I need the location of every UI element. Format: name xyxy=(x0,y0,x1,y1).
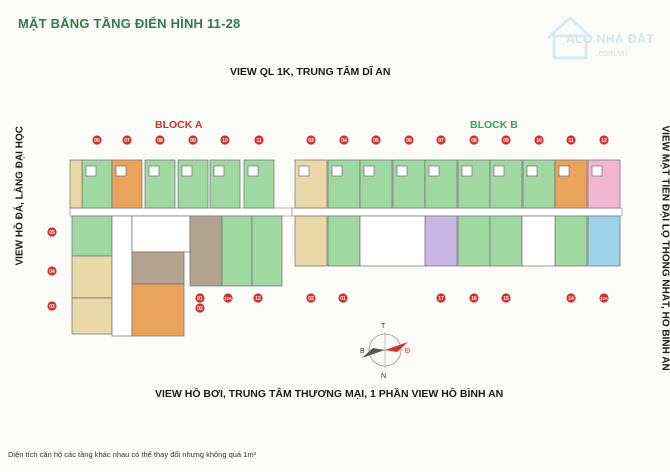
svg-text:12A: 12A xyxy=(600,296,608,302)
svg-text:12A: 12A xyxy=(224,296,232,302)
unit-number-badge xyxy=(371,135,380,144)
room-wc xyxy=(462,166,472,176)
unit-b-bottom-17 xyxy=(425,216,457,266)
unit-number-badge xyxy=(436,293,445,302)
unit-a-left-03 xyxy=(72,298,112,334)
svg-text:15: 15 xyxy=(503,296,509,303)
unit-a-bottom-12A xyxy=(222,216,252,286)
view-label-right: VIEW MẶT TIỀN ĐẠI LỘ THỐNG NHẤT, HỒ BÌNH AN xyxy=(659,125,670,371)
unit-number-badge xyxy=(501,293,510,302)
unit-b-bottom-15 xyxy=(490,216,522,266)
room-wc xyxy=(494,166,504,176)
unit-a-bottom-12 xyxy=(252,216,282,286)
room-wc xyxy=(429,166,439,176)
block-a-lobby xyxy=(132,216,190,252)
compass-west: B xyxy=(360,348,365,355)
svg-text:05: 05 xyxy=(373,138,379,145)
unit-a-left-04 xyxy=(72,256,112,298)
svg-text:03: 03 xyxy=(49,304,55,311)
unit-number-badge xyxy=(195,293,204,302)
watermark-brand: ALO NHÀ ĐẤT xyxy=(566,32,655,46)
block-b-label: BLOCK B xyxy=(470,119,518,131)
unit-a-bottom-01 xyxy=(190,216,222,286)
unit-b-bottom-02 xyxy=(295,216,327,266)
unit-number-badge xyxy=(188,135,197,144)
watermark-domain: .com.vn xyxy=(596,48,628,58)
unit-number-badge xyxy=(47,266,56,275)
block-a-label: BLOCK A xyxy=(155,119,203,131)
svg-text:06: 06 xyxy=(94,138,100,145)
room-wc xyxy=(592,166,602,176)
compass xyxy=(360,323,410,380)
compass-east: Đ xyxy=(405,348,411,355)
unit-number-badge xyxy=(534,135,543,144)
unit-number-badge xyxy=(404,135,413,144)
unit-a-02-upper xyxy=(132,252,184,284)
unit-b-bottom-12A xyxy=(588,216,620,266)
unit-number-badge xyxy=(155,135,164,144)
svg-text:03: 03 xyxy=(308,138,314,145)
unit-number-badge xyxy=(599,135,608,144)
view-label-left: VIEW HỒ ĐÁ, LÀNG ĐẠI HỌC xyxy=(14,126,26,266)
view-label-bottom: VIEW HỒ BƠI, TRUNG TÂM THƯƠNG MẠI, 1 PHẦN VIEW HỒ BÌNH AN xyxy=(155,388,504,400)
room-wc xyxy=(397,166,407,176)
svg-text:07: 07 xyxy=(124,138,130,145)
unit-number-badge xyxy=(220,135,229,144)
room-wc xyxy=(299,166,309,176)
block-a-core xyxy=(112,216,132,336)
svg-text:09: 09 xyxy=(503,138,509,145)
room-wc xyxy=(149,166,159,176)
svg-text:10: 10 xyxy=(536,138,542,145)
unit-a-corner xyxy=(70,160,82,208)
view-label-top: VIEW QL 1K, TRUNG TÂM DĨ AN xyxy=(230,66,391,78)
svg-text:14: 14 xyxy=(568,296,574,303)
svg-text:08: 08 xyxy=(471,138,477,145)
room-wc xyxy=(214,166,224,176)
unit-number-badge xyxy=(566,293,575,302)
room-wc xyxy=(332,166,342,176)
svg-text:06: 06 xyxy=(406,138,412,145)
unit-number-badge xyxy=(339,135,348,144)
block-b-core-2 xyxy=(522,216,555,266)
unit-number-badge xyxy=(306,293,315,302)
room-wc xyxy=(364,166,374,176)
unit-number-badge xyxy=(92,135,101,144)
unit-b-bottom-01 xyxy=(328,216,360,266)
block-a-corridor xyxy=(70,208,292,216)
svg-text:02: 02 xyxy=(308,296,314,303)
unit-number-badge xyxy=(254,135,263,144)
unit-number-badge xyxy=(47,301,56,310)
unit-number-badge xyxy=(306,135,315,144)
svg-text:01: 01 xyxy=(340,296,346,303)
compass-north: T xyxy=(381,323,386,330)
svg-text:11: 11 xyxy=(568,138,574,145)
unit-number-badge xyxy=(223,293,232,302)
unit-a-left-05 xyxy=(72,216,112,256)
unit-number-badge xyxy=(253,293,262,302)
footnote: Diện tích căn hộ các tầng khác nhau có thể thay đổi nhưng không quá 1m² xyxy=(8,450,257,459)
compass-south: N xyxy=(381,373,387,380)
unit-number-badge xyxy=(469,293,478,302)
room-wc xyxy=(86,166,96,176)
unit-number-badge xyxy=(338,293,347,302)
unit-a-02 xyxy=(132,284,184,336)
unit-number-badge xyxy=(436,135,445,144)
unit-number-badge xyxy=(195,303,204,312)
svg-text:09: 09 xyxy=(190,138,196,145)
room-wc xyxy=(527,166,537,176)
svg-text:08: 08 xyxy=(157,138,163,145)
svg-text:05: 05 xyxy=(49,230,55,237)
svg-text:16: 16 xyxy=(471,296,477,303)
room-wc xyxy=(116,166,126,176)
svg-text:01: 01 xyxy=(197,296,203,303)
room-wc xyxy=(248,166,258,176)
unit-number-badge xyxy=(501,135,510,144)
unit-b-bottom-16 xyxy=(458,216,490,266)
unit-number-badge xyxy=(599,293,608,302)
room-wc xyxy=(559,166,569,176)
svg-text:02: 02 xyxy=(197,306,203,313)
unit-number-badge xyxy=(47,227,56,236)
svg-text:12: 12 xyxy=(255,296,261,303)
room-wc xyxy=(182,166,192,176)
block-b-core-1 xyxy=(360,216,425,266)
svg-text:04: 04 xyxy=(49,269,55,276)
unit-number-badge xyxy=(469,135,478,144)
svg-text:17: 17 xyxy=(438,296,444,303)
svg-text:07: 07 xyxy=(438,138,444,145)
svg-text:12: 12 xyxy=(601,138,607,145)
svg-text:11: 11 xyxy=(256,138,262,145)
svg-text:04: 04 xyxy=(341,138,347,145)
block-b-corridor xyxy=(292,208,622,216)
svg-text:10: 10 xyxy=(222,138,228,145)
page-title: MẶT BẰNG TẦNG ĐIỂN HÌNH 11-28 xyxy=(18,16,241,31)
unit-number-badge xyxy=(122,135,131,144)
unit-b-bottom-14 xyxy=(555,216,587,266)
unit-number-badge xyxy=(566,135,575,144)
